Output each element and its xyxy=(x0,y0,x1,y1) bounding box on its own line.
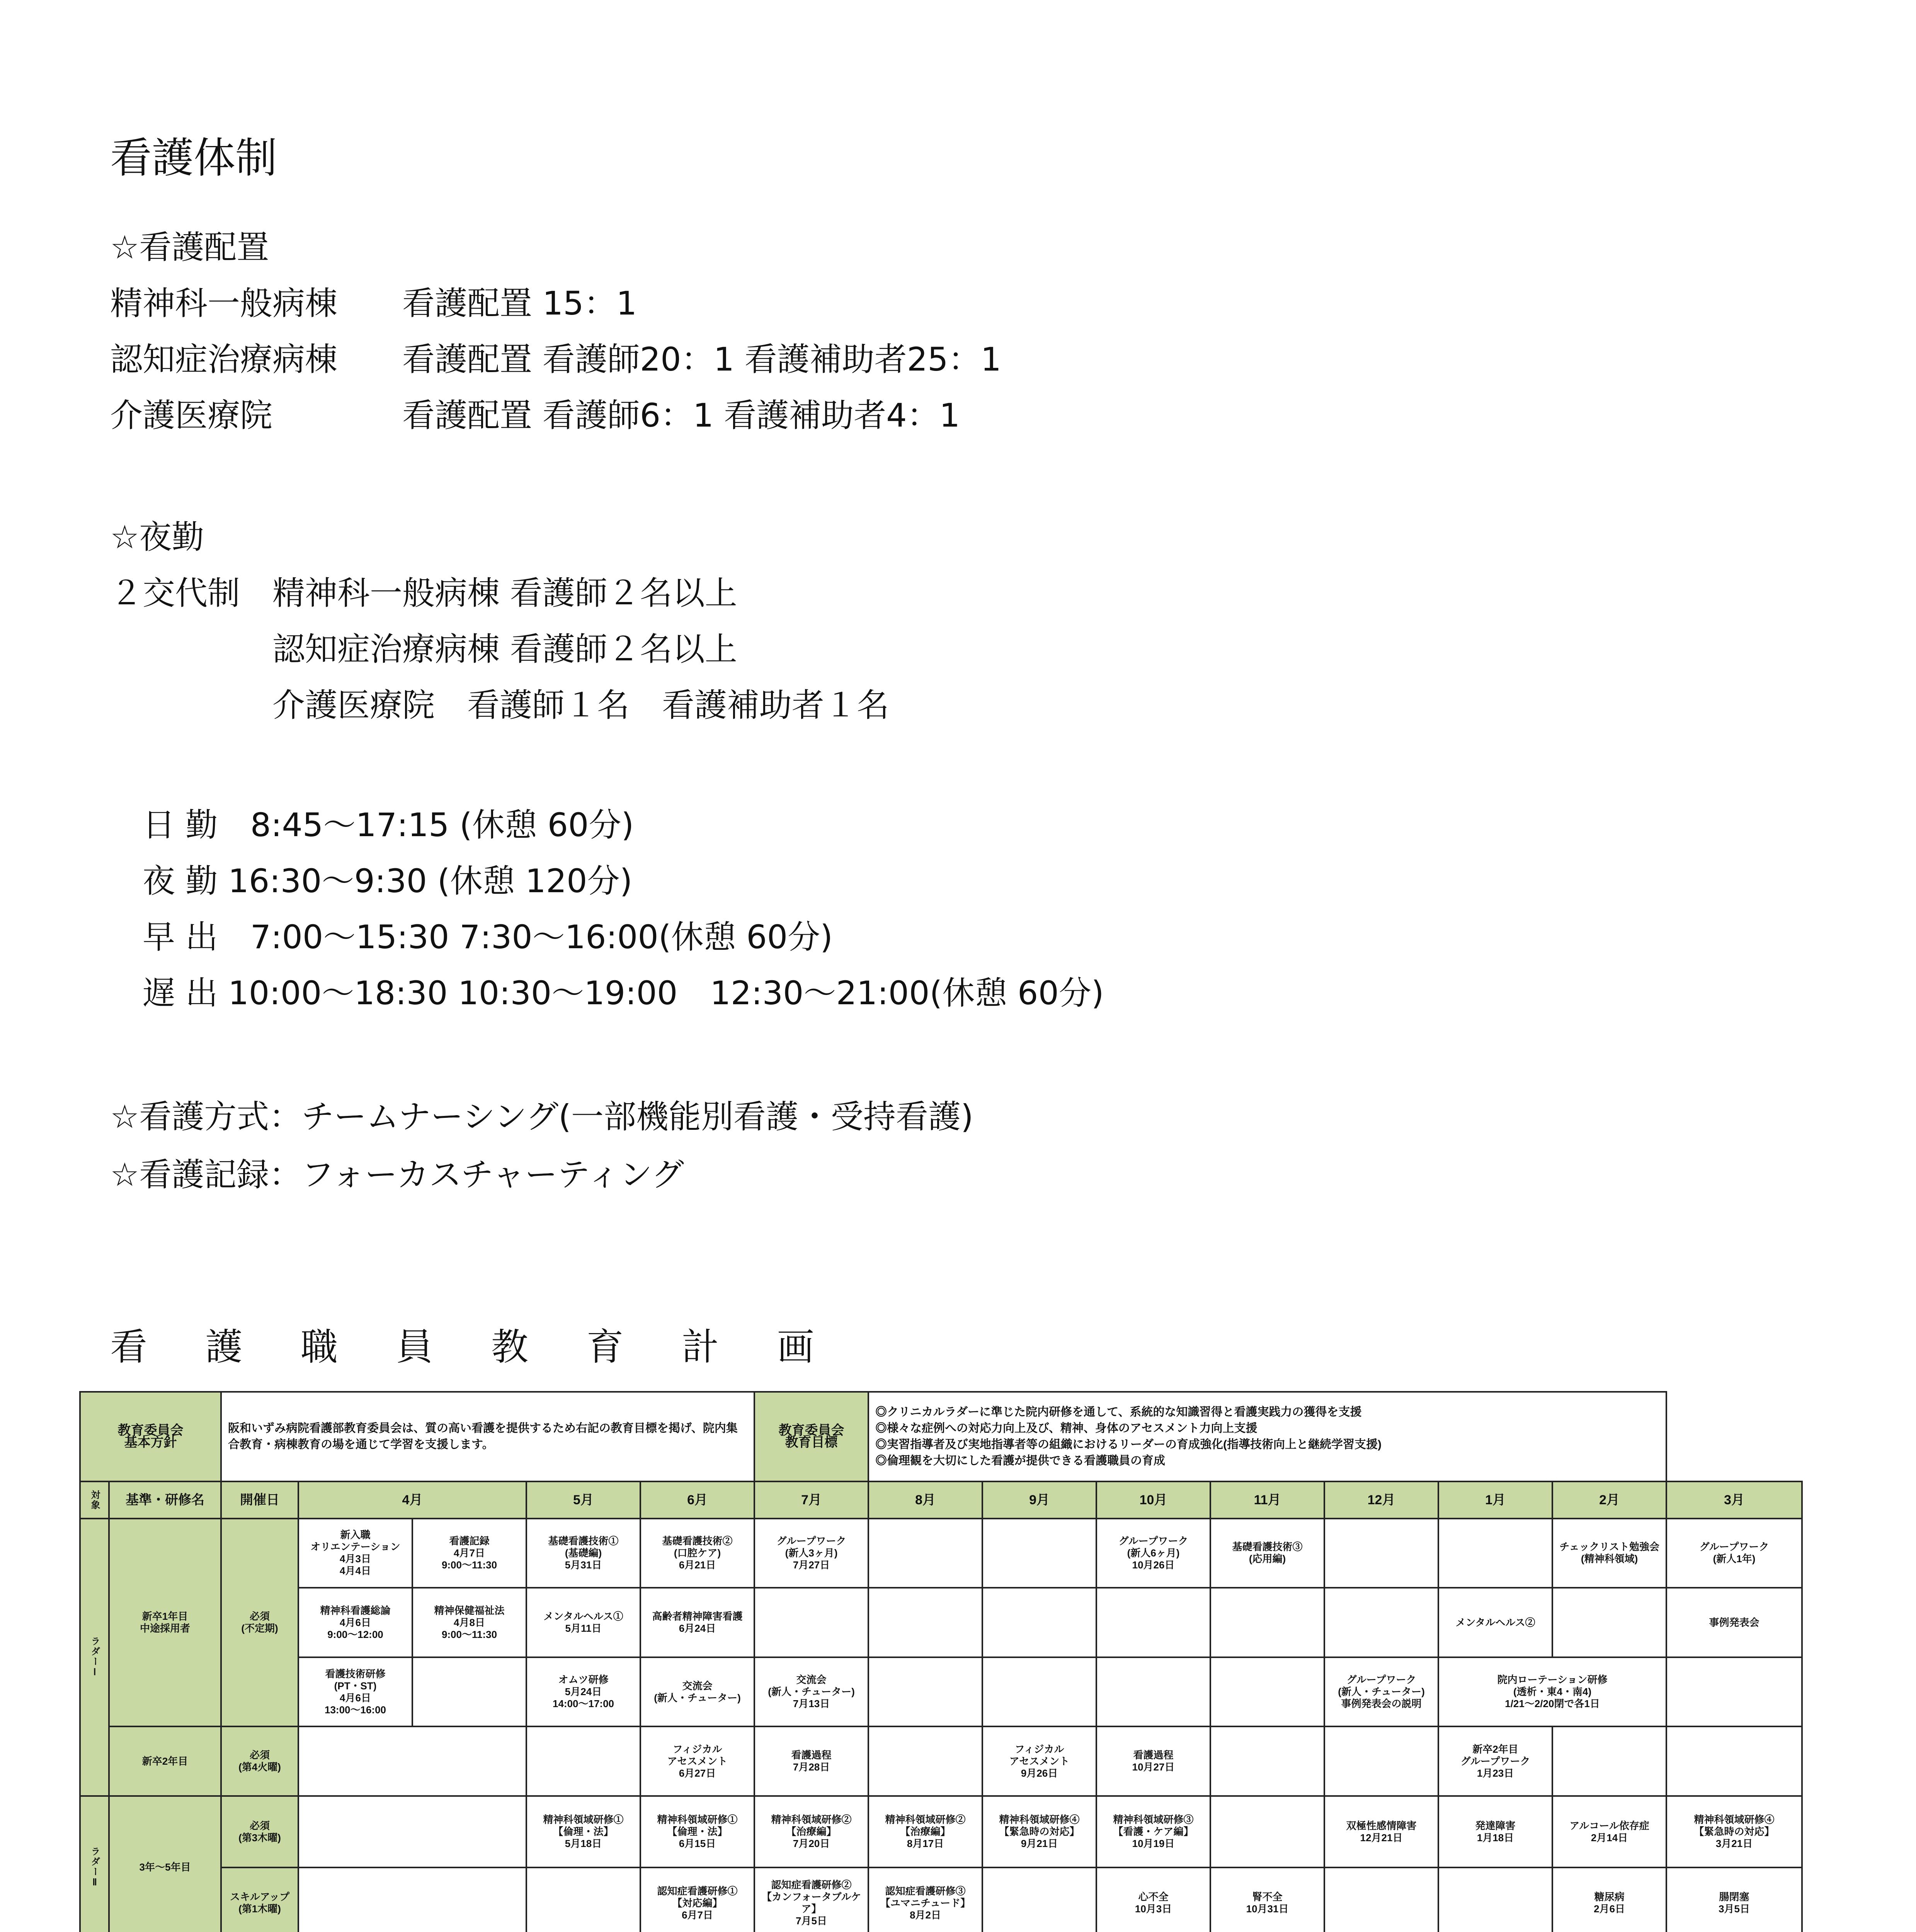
header-month: 11月 xyxy=(1210,1481,1324,1518)
header-month: 8月 xyxy=(868,1481,982,1518)
cell: メンタルヘルス② xyxy=(1438,1588,1552,1657)
cell: グループワーク (新人3ヶ月) 7月27日 xyxy=(754,1519,868,1588)
cell: 事例発表会 xyxy=(1666,1588,1802,1657)
cell xyxy=(298,1726,526,1796)
cell xyxy=(1438,1867,1552,1932)
cell xyxy=(1666,1657,1802,1727)
cell: アルコール依存症 2月14日 xyxy=(1552,1796,1666,1867)
staffing-line: 認知症治療病棟 看護配置 看護師20：1 看護補助者25：1 xyxy=(110,340,1002,378)
cell xyxy=(1666,1726,1802,1796)
cell: チェックリスト勉強会 (精神科領域) xyxy=(1552,1519,1666,1588)
cell: 基礎看護技術③ (応用編) xyxy=(1210,1519,1324,1588)
cell: 精神科領域研修② 【治療編】 8月17日 xyxy=(868,1796,982,1867)
cell xyxy=(982,1867,1096,1932)
cell: 基礎看護技術② (口腔ケア) 6月21日 xyxy=(640,1519,754,1588)
cell: 糖尿病 2月6日 xyxy=(1552,1867,1666,1932)
cell xyxy=(982,1588,1096,1657)
group-label: ラダーⅠ xyxy=(80,1519,109,1796)
nursing-method: ☆看護方式：チームナーシング(一部機能別看護・受持看護) xyxy=(110,1098,973,1136)
cell xyxy=(298,1867,526,1932)
cell: グループワーク (新人・チューター) 事例発表会の説明 xyxy=(1324,1657,1438,1727)
header-day: 開催日 xyxy=(221,1481,298,1518)
night-line: 認知症治療病棟 看護師２名以上 xyxy=(110,630,737,668)
shift-line: 夜 勤 16:30～9:30 (休憩 120分) xyxy=(110,862,633,900)
cell xyxy=(868,1657,982,1727)
row-name: 3年～5年目 xyxy=(109,1796,221,1932)
cell xyxy=(868,1519,982,1588)
table-row xyxy=(80,1796,1802,1867)
policy-text: 阪和いずみ病院看護部教育委員会は、質の高い看護を提供するため右記の教育目標を掲げ、院内集合教育・病棟教育の場を通じて学習を支援します。 xyxy=(221,1392,754,1481)
night-heading: ☆夜勤 xyxy=(110,518,204,556)
cell xyxy=(1324,1867,1438,1932)
cell: 交流会 (新人・チューター) 7月13日 xyxy=(754,1657,868,1727)
cell: 看護過程 7月28日 xyxy=(754,1726,868,1796)
cell: メンタルヘルス① 5月11日 xyxy=(526,1588,640,1657)
nursing-record: ☆看護記録：フォーカスチャーティング xyxy=(110,1156,684,1194)
staffing-line: 精神科一般病棟 看護配置 15：1 xyxy=(110,284,637,322)
cell xyxy=(526,1867,640,1932)
cell xyxy=(1096,1657,1210,1727)
cell xyxy=(1210,1657,1324,1727)
cell xyxy=(526,1726,640,1796)
cell xyxy=(982,1657,1096,1727)
night-line: ２交代制 精神科一般病棟 看護師２名以上 xyxy=(110,574,737,612)
cell xyxy=(982,1519,1096,1588)
header-month: 3月 xyxy=(1666,1481,1802,1518)
cell: グループワーク (新人1年) xyxy=(1666,1519,1802,1588)
table-row xyxy=(80,1657,1802,1727)
header-month: 10月 xyxy=(1096,1481,1210,1518)
cell: 精神科看護総論 4月6日 9:00～12:00 xyxy=(298,1588,412,1657)
cell: 心不全 10月3日 xyxy=(1096,1867,1210,1932)
shift-line: 日 勤 8:45～17:15 (休憩 60分) xyxy=(110,806,634,844)
header-row xyxy=(80,1481,1802,1518)
cell: グループワーク (新人6ヶ月) 10月26日 xyxy=(1096,1519,1210,1588)
cell: フィジカル アセスメント 6月27日 xyxy=(640,1726,754,1796)
cell xyxy=(1552,1588,1666,1657)
cell: 精神科領域研修④ 【緊急時の対応】 3月21日 xyxy=(1666,1796,1802,1867)
row-name: 新卒2年目 xyxy=(109,1726,221,1796)
cell: 精神科領域研修② 【治療編】 7月20日 xyxy=(754,1796,868,1867)
cell: 腸閉塞 3月5日 xyxy=(1666,1867,1802,1932)
night-line: 介護医療院 看護師１名 看護補助者１名 xyxy=(110,686,890,724)
cell xyxy=(1324,1726,1438,1796)
header-month: 6月 xyxy=(640,1481,754,1518)
header-month: 1月 xyxy=(1438,1481,1552,1518)
cell: 交流会 (新人・チューター) xyxy=(640,1657,754,1727)
cell xyxy=(298,1796,526,1867)
cell: 認知症看護研修② 【カンフォータブルケア】 7月5日 xyxy=(754,1867,868,1932)
cell: 基礎看護技術① (基礎編) 5月31日 xyxy=(526,1519,640,1588)
cell: 双極性感情障害 12月21日 xyxy=(1324,1796,1438,1867)
cell xyxy=(1552,1726,1666,1796)
staffing-line: 介護医療院 看護配置 看護師6：1 看護補助者4：1 xyxy=(110,396,960,434)
cell xyxy=(1210,1588,1324,1657)
cell: 認知症看護研修① 【対応編】 6月7日 xyxy=(640,1867,754,1932)
cell: 看護技術研修 (PT・ST) 4月6日 13:00～16:00 xyxy=(298,1657,412,1727)
cell: 精神科領域研修③ 【看護・ケア編】 10月19日 xyxy=(1096,1796,1210,1867)
cell: 院内ローテーション研修 (透析・東4・南4) 1/21～2/20閉で各1日 xyxy=(1438,1657,1666,1727)
header-month: 2月 xyxy=(1552,1481,1666,1518)
cell: 新入職 オリエンテーション 4月3日 4月4日 xyxy=(298,1519,412,1588)
policy-row xyxy=(80,1392,1802,1481)
cell xyxy=(1096,1588,1210,1657)
row-name: 新卒1年目 中途採用者 xyxy=(109,1519,221,1727)
shift-line: 遅 出 10:00～18:30 10:30～19:00 12:30～21:00(休憩 60分) xyxy=(110,974,1104,1012)
goal-label: 教育委員会 教育目標 xyxy=(754,1392,868,1481)
header-month: 7月 xyxy=(754,1481,868,1518)
cell xyxy=(754,1588,868,1657)
cell xyxy=(868,1726,982,1796)
header-target: 対象 xyxy=(80,1481,109,1518)
cell: 認知症看護研修③ 【ユマニチュード】 8月2日 xyxy=(868,1867,982,1932)
cell xyxy=(1210,1796,1324,1867)
header-standard: 基準・研修名 xyxy=(109,1481,221,1518)
cell: 精神科領域研修① 【倫理・法】 5月18日 xyxy=(526,1796,640,1867)
row-day: 必須 (第4火曜) xyxy=(221,1726,298,1796)
cell: 新卒2年目 グループワーク 1月23日 xyxy=(1438,1726,1552,1796)
table-row xyxy=(80,1588,1802,1657)
cell xyxy=(1324,1519,1438,1588)
cell: 精神科領域研修④ 【緊急時の対応】 9月21日 xyxy=(982,1796,1096,1867)
table-row xyxy=(80,1726,1802,1796)
policy-label: 教育委員会 基本方針 xyxy=(80,1392,221,1481)
cell xyxy=(412,1657,526,1727)
cell xyxy=(868,1588,982,1657)
shift-line: 早 出 7:00～15:30 7:30～16:00(休憩 60分) xyxy=(110,918,833,956)
table-row xyxy=(80,1867,1802,1932)
header-month: 9月 xyxy=(982,1481,1096,1518)
page-title: 看護体制 xyxy=(110,134,277,182)
cell: 精神科領域研修① 【倫理・法】 6月15日 xyxy=(640,1796,754,1867)
row-day: 必須 (第3木曜) xyxy=(221,1796,298,1867)
staffing-heading: ☆看護配置 xyxy=(110,228,269,266)
table-row xyxy=(80,1519,1802,1588)
cell: 発達障害 1月18日 xyxy=(1438,1796,1552,1867)
cell xyxy=(1210,1726,1324,1796)
header-month: 4月 xyxy=(298,1481,526,1518)
row-day: スキルアップ (第1木曜) xyxy=(221,1867,298,1932)
cell: 精神保健福祉法 4月8日 9:00～11:30 xyxy=(412,1588,526,1657)
header-month: 5月 xyxy=(526,1481,640,1518)
cell: 看護過程 10月27日 xyxy=(1096,1726,1210,1796)
cell: 腎不全 10月31日 xyxy=(1210,1867,1324,1932)
plan-title: 看 護 職 員 教 育 計 画 xyxy=(110,1325,837,1369)
cell: オムツ研修 5月24日 14:00～17:00 xyxy=(526,1657,640,1727)
cell xyxy=(1324,1588,1438,1657)
cell xyxy=(1438,1519,1552,1588)
cell: 看護記録 4月7日 9:00～11:30 xyxy=(412,1519,526,1588)
education-plan-table xyxy=(79,1391,1803,1932)
group-label: ラダーⅡ xyxy=(80,1796,109,1932)
row-day: 必須 (不定期) xyxy=(221,1519,298,1727)
goals-text: ◎クリニカルラダーに準じた院内研修を通して、系統的な知識習得と看護実践力の獲得を支援 ◎様々な症例への対応力向上及び、精神、身体のアセスメント力向上支援 ◎実習指導者及び実地指導者等の組織におけるリーダーの育成強化(指導技術向上と継続学習支援) ◎倫理観を大切にした看護が提供できる看護職員の育成 xyxy=(868,1392,1666,1481)
cell: 高齢者精神障害看護 6月24日 xyxy=(640,1588,754,1657)
header-month: 12月 xyxy=(1324,1481,1438,1518)
cell: フィジカル アセスメント 9月26日 xyxy=(982,1726,1096,1796)
